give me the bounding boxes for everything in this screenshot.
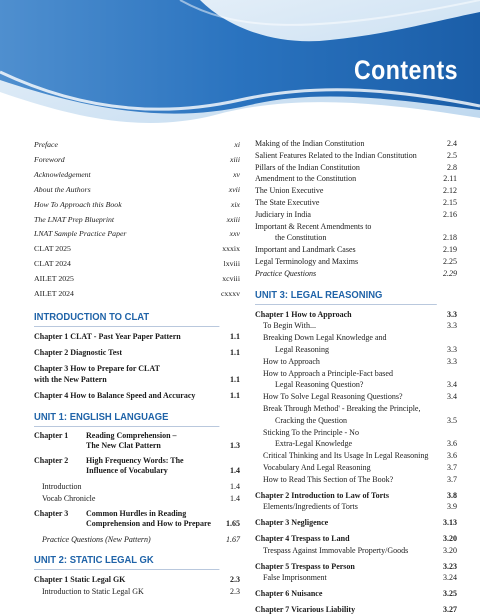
- page-number: 1.1: [230, 375, 240, 385]
- toc-entry[interactable]: Extra-Legal Knowledge 3.6: [275, 439, 457, 449]
- page-number: 2.11: [443, 174, 457, 184]
- page-number: 3.7: [447, 462, 457, 472]
- page-number: 1.4: [230, 466, 240, 476]
- page-number: 3.3: [447, 344, 457, 354]
- toc-chapter-entry[interactable]: Chapter 2 Introduction to Law of Torts 3.8: [255, 490, 457, 500]
- toc-chapter-entry[interactable]: Chapter 1 Reading Comprehension – The New Clat Pattern 1.3: [34, 430, 240, 451]
- toc-entry[interactable]: Breaking Down Legal Knowledge and: [263, 333, 387, 343]
- page-number: xiii: [230, 154, 240, 164]
- intro-chapter-list: [34, 331, 240, 402]
- toc-entry[interactable]: The Union Executive 2.12: [255, 186, 457, 196]
- toc-entry[interactable]: The LNAT Prep Blueprint xxiii: [34, 213, 240, 228]
- page-number: xxiii: [226, 214, 240, 224]
- toc-chapter-entry[interactable]: Chapter 6 Nuisance 3.25: [255, 589, 457, 599]
- toc-entry[interactable]: Foreword xiii: [34, 153, 240, 168]
- page-number: xv: [233, 169, 240, 179]
- toc-entry[interactable]: LNAT Sample Practice Paper xxv: [34, 227, 240, 242]
- page-number: xvii: [228, 184, 240, 194]
- page-number: 3.6: [447, 439, 457, 449]
- page-number: 2.15: [443, 197, 457, 207]
- page-number: xcviii: [222, 274, 240, 284]
- toc-entry[interactable]: Important & Recent Amendments to: [255, 221, 372, 231]
- page-number: 3.4: [447, 392, 457, 402]
- page-number: 2.4: [447, 139, 457, 148]
- page-number: 1.1: [230, 391, 240, 401]
- page-number: 3.7: [447, 474, 457, 484]
- page-number: 3.3: [447, 321, 457, 331]
- toc-chapter-entry[interactable]: with the New Pattern 1.1: [34, 375, 240, 385]
- toc-entry[interactable]: About the Authors xvii: [34, 183, 240, 198]
- page-title: Contents: [353, 55, 458, 85]
- page-number: xxxix: [222, 244, 240, 254]
- toc-entry[interactable]: Introduction to Static Legal GK 2.3: [42, 587, 240, 597]
- toc-chapter-entry[interactable]: Chapter 1 Static Legal GK 2.3: [34, 575, 240, 585]
- toc-entry[interactable]: Elements/Ingredients of Torts 3.9: [263, 502, 457, 512]
- toc-entry[interactable]: Vocabulary And Legal Reasoning 3.7: [263, 462, 457, 472]
- toc-entry[interactable]: Introduction 1.4: [42, 481, 240, 491]
- front-matter-list: [34, 138, 240, 302]
- toc-entry[interactable]: CLAT 2025 xxxix: [34, 242, 240, 257]
- toc-entry[interactable]: How to Approach 3.3: [263, 356, 457, 366]
- toc-entry[interactable]: Practice Questions 2.29: [255, 268, 457, 278]
- page-number: 2.12: [443, 186, 457, 196]
- page-number: xix: [230, 199, 240, 209]
- page-number: 2.8: [447, 162, 457, 172]
- unit-heading-english: UNIT 1: ENGLISH LANGUAGE: [34, 411, 219, 427]
- toc-chapter-entry[interactable]: Chapter 4 How to Balance Speed and Accuracy 1.1: [34, 391, 240, 401]
- page-number: 3.4: [447, 380, 457, 390]
- toc-entry[interactable]: Pillars of the Indian Constitution 2.8: [255, 162, 457, 172]
- toc-chapter-entry[interactable]: Chapter 2 High Frequency Words: The Influence of Vocabulary 1.4: [34, 455, 240, 476]
- toc-entry[interactable]: the Constitution 2.18: [275, 233, 457, 243]
- toc-chapter-entry[interactable]: Chapter 2 Diagnostic Test 1.1: [34, 347, 240, 357]
- unit-heading-intro: INTRODUCTION TO CLAT: [34, 311, 219, 327]
- toc-entry[interactable]: How to Approach a Principle-Fact based: [263, 368, 393, 378]
- page-number: 1.1: [230, 331, 240, 341]
- toc-entry[interactable]: False Imprisonment 3.24: [263, 573, 457, 583]
- page-number: 2.5: [447, 150, 457, 160]
- toc-entry[interactable]: Legal Terminology and Maxims 2.25: [255, 256, 457, 266]
- toc-chapter-entry[interactable]: Chapter 1 CLAT - Past Year Paper Pattern 1.1: [34, 331, 240, 341]
- page-number: 3.5: [447, 415, 457, 425]
- toc-entry[interactable]: Preface xi: [34, 138, 240, 153]
- toc-entry[interactable]: To Begin With... 3.3: [263, 321, 457, 331]
- page-number: 2.16: [443, 209, 457, 219]
- toc-entry[interactable]: Salient Features Related to the Indian Constitution 2.5: [255, 150, 457, 160]
- toc-entry[interactable]: How to Read This Section of The Book? 3.7: [263, 474, 457, 484]
- toc-entry[interactable]: AILET 2024 cxxxv: [34, 287, 240, 302]
- toc-chapter-entry[interactable]: Chapter 3 How to Prepare for CLAT: [34, 363, 160, 373]
- toc-entry[interactable]: Cracking the Question 3.5: [275, 415, 457, 425]
- toc-entry[interactable]: Practice Questions (New Pattern) 1.67: [42, 534, 240, 544]
- static-gk-topic-list-2: [255, 244, 457, 268]
- legal-reasoning-topic-list: [255, 320, 457, 485]
- toc-entry[interactable]: Acknowledgement xv: [34, 168, 240, 183]
- toc-left-column: [34, 138, 240, 598]
- unit-heading-legal-reasoning: UNIT 3: LEGAL REASONING: [255, 289, 437, 305]
- page-number: xi: [234, 140, 240, 149]
- page-number: 2.19: [443, 245, 457, 255]
- toc-chapter-entry[interactable]: Chapter 4 Trespass to Land 3.20: [255, 533, 457, 543]
- toc-entry[interactable]: Break Through Method' - Breaking the Principle,: [263, 403, 421, 413]
- toc-entry[interactable]: Amendment to the Constitution 2.11: [255, 174, 457, 184]
- toc-entry[interactable]: Making of the Indian Constitution 2.4: [255, 139, 457, 148]
- toc-entry[interactable]: How To Approach this Book xix: [34, 198, 240, 213]
- static-gk-topic-list: [255, 138, 457, 221]
- page-number: 1.1: [230, 347, 240, 357]
- toc-entry[interactable]: Sticking To the Principle - No: [263, 427, 359, 437]
- toc-entry[interactable]: Important and Landmark Cases 2.19: [255, 245, 457, 255]
- page-number: 1.65: [226, 519, 240, 529]
- toc-chapter-entry[interactable]: Chapter 7 Vicarious Liability 3.27: [255, 604, 457, 614]
- page-number: xxv: [229, 229, 240, 239]
- toc-chapter-entry[interactable]: Chapter 3 Common Hurdles in Reading Comprehension and How to Prepare 1.65: [34, 508, 240, 529]
- toc-chapter-entry[interactable]: Chapter 1 How to Approach 3.3: [255, 309, 457, 319]
- toc-entry[interactable]: AILET 2025 xcviii: [34, 272, 240, 287]
- toc-entry[interactable]: How To Solve Legal Reasoning Questions? 3.4: [263, 392, 457, 402]
- toc-right-column: [255, 138, 457, 616]
- page-number: 1.3: [230, 441, 240, 451]
- toc-entry[interactable]: CLAT 2024 lxviii: [34, 257, 240, 272]
- toc-entry[interactable]: The State Executive 2.15: [255, 197, 457, 207]
- page-number: 2.25: [443, 256, 457, 266]
- toc-entry[interactable]: Judiciary in India 2.16: [255, 209, 457, 219]
- toc-chapter-entry[interactable]: Chapter 5 Trespass to Person 3.23: [255, 561, 457, 571]
- toc-entry[interactable]: Trespass Against Immovable Property/Goods 3.20: [263, 545, 457, 555]
- toc-entry[interactable]: Vocab Chronicle 1.4: [42, 493, 240, 503]
- page-number: lxviii: [223, 259, 240, 269]
- page-number: 3.6: [447, 451, 457, 461]
- toc-entry[interactable]: Critical Thinking and Its Usage In Legal Reasoning 3.6: [263, 451, 457, 461]
- toc-entry[interactable]: Legal Reasoning 3.3: [275, 344, 457, 354]
- unit-heading-static-gk: UNIT 2: STATIC LEGAL GK: [34, 554, 219, 570]
- page-number: cxxxv: [220, 289, 240, 299]
- toc-entry[interactable]: Legal Reasoning Question? 3.4: [275, 380, 457, 390]
- toc-chapter-entry[interactable]: Chapter 3 Negligence 3.13: [255, 518, 457, 528]
- page-number: 3.3: [447, 356, 457, 366]
